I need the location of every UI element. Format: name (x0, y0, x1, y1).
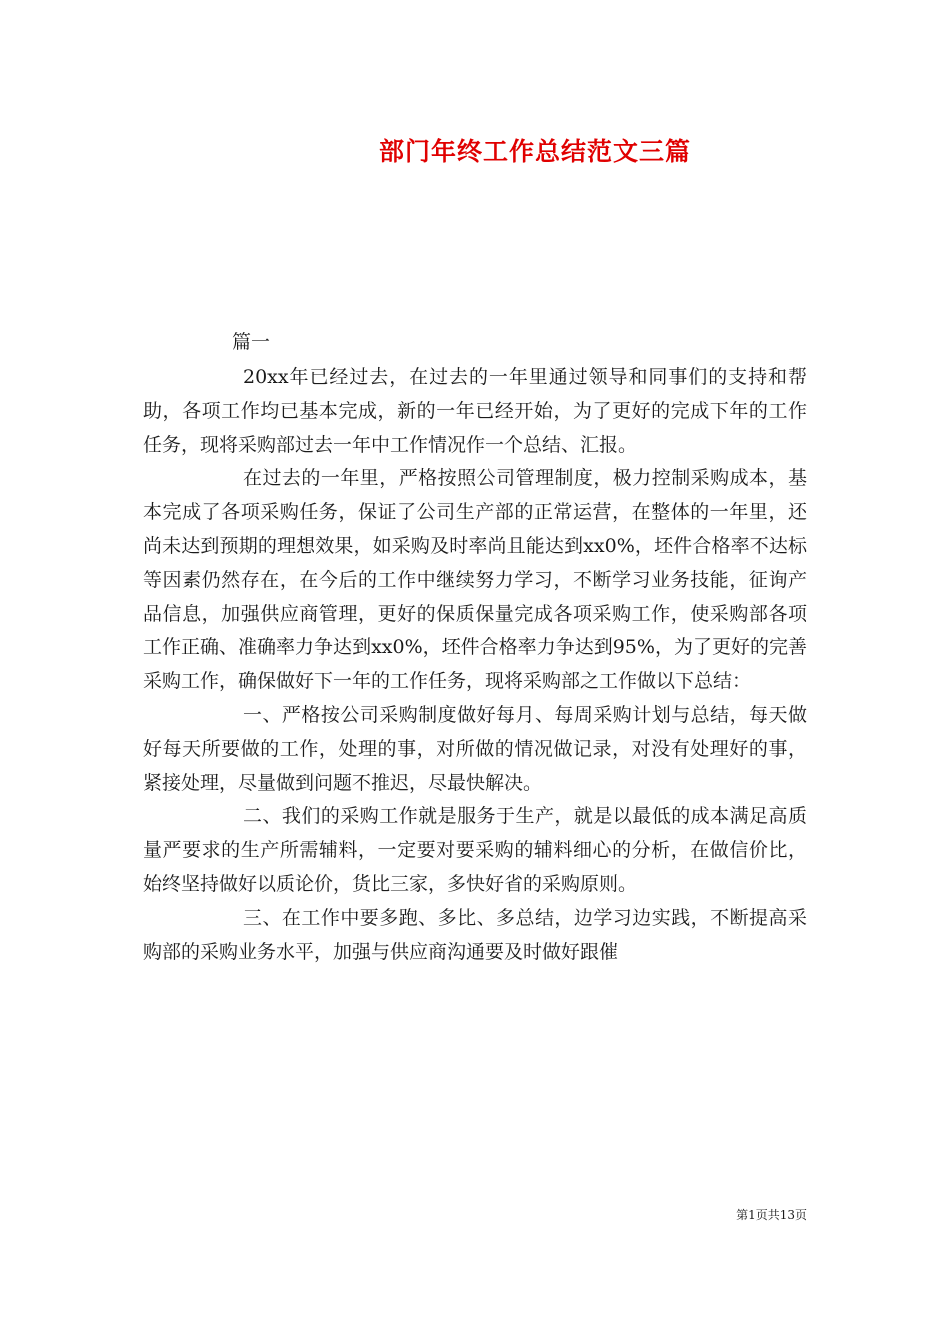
paragraph-point-2: 二、我们的采购工作就是服务于生产，就是以最低的成本满足高质量严要求的生产所需辅料，一定要对要采购的辅料细心的分析，在做信价比，始终坚持做好以质论价，货比三家，多快好省的采购原则。 (143, 805, 807, 895)
document-body (143, 361, 807, 969)
paragraph-point-1: 一、严格按公司采购制度做好每月、每周采购计划与总结，每天做好每天所要做的工作，处理的事，对所做的情况做记录，对没有处理好的事，紧接处理，尽量做到问题不推迟，尽最快解决。 (143, 703, 807, 794)
document-title: 部门年终工作总结范文三篇 (378, 137, 691, 166)
paragraph-point-3: 三、在工作中要多跑、多比、多总结，边学习边实践，不断提高采购部的采购业务水平，加强与供应商沟通要及时做好跟催 (143, 906, 807, 963)
page-number: 第1页共13页 (736, 1208, 807, 1222)
paragraph-overview: 在过去的一年里，严格按照公司管理制度，极力控制采购成本，基本完成了各项采购任务，保证了公司生产部的正常运营，在整体的一年里，还尚未达到预期的理想效果，如采购及时率尚且能达到xx0%，坯件合格率不达标等因素仍然存在，在今后的工作中继续努力学习，不断学习业务技能，征询产品信息，加强供应商管理，更好的保质保量完成各项采购工作，使采购部各项工作正确、准确率力争达到xx0%，坯件合格率力争达到95%，为了更好的完善采购工作，确保做好下一年的工作任务，现将采购部之工作做以下总结： (143, 467, 807, 693)
section-label: 篇一 (232, 331, 271, 353)
paragraph-intro: 20xx年已经过去，在过去的一年里通过领导和同事们的支持和帮助，各项工作均已基本完成，新的一年已经开始，为了更好的完成下年的工作任务，现将采购部过去一年中工作情况作一个总结、汇报。 (143, 366, 807, 456)
